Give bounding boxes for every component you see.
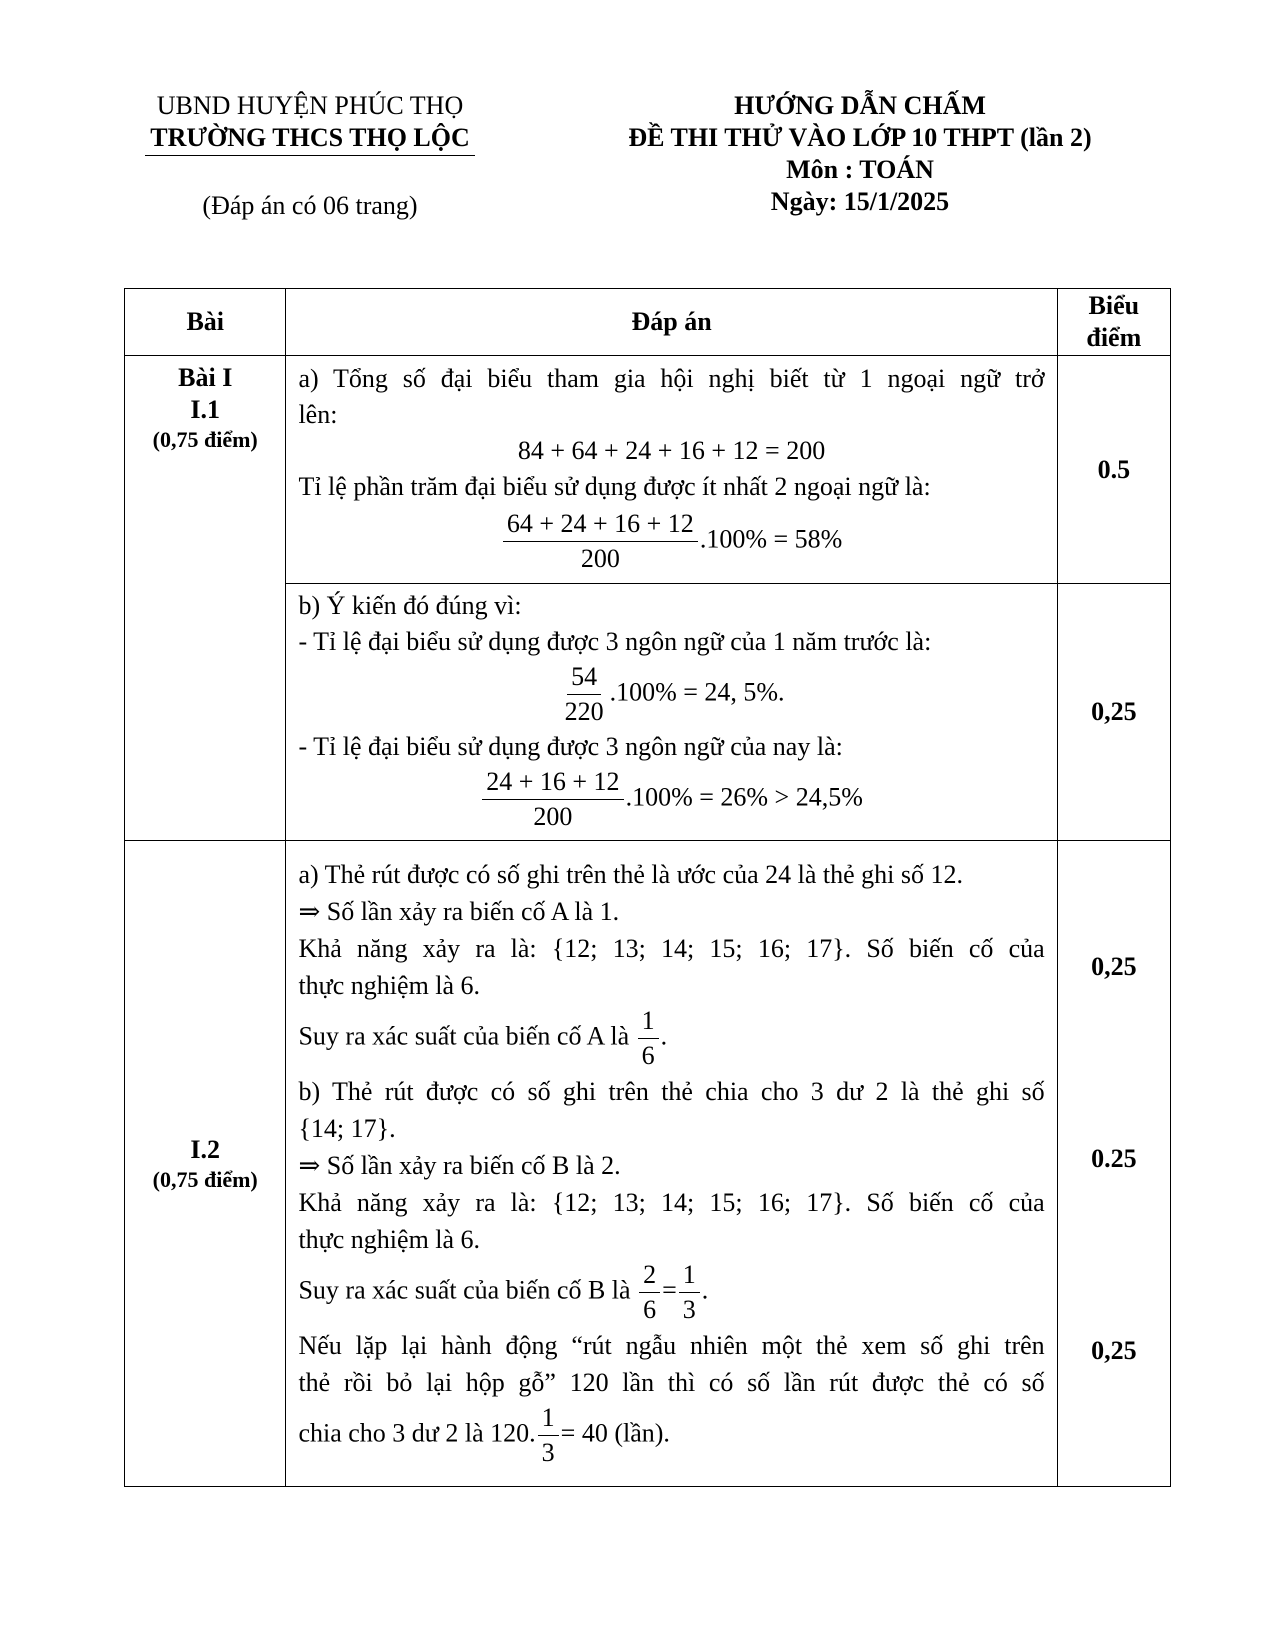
answer-i2 [286,841,1057,1487]
i1a-frac-rest: .100% = 58% [699,524,843,554]
i1b-fraction2 [482,765,623,834]
i2-c3-num: 1 [538,1401,559,1436]
i2-c3-pre: 120. [490,1417,536,1447]
i2-b6-num1: 2 [639,1258,660,1293]
i1b-frac1-num: 54 [567,660,601,695]
i2-b3: ⇒ Số lần xảy ra biến cố B là 2. [298,1150,621,1180]
i1a-fraction [503,507,698,576]
i2-b6: Suy ra xác suất của biến cố B là $\frac{2}{6}$ = $\frac{1}{3}$ . [298,1258,1044,1327]
i2-a5: Suy ra xác suất của biến cố A là $\frac{1}{6}$ . [298,1004,1044,1073]
doc-title: HƯỚNG DẪN CHẤM [734,91,986,120]
i1a-frac-num: 64 + 24 + 16 + 12 [503,507,698,542]
i1b-fraction1 [561,660,608,729]
col-header-bieu-diem-label: Biểu điểm [1086,291,1142,352]
score-i2-cell [1057,841,1170,1487]
i2-b5: thực nghiệm là 6. [298,1224,481,1254]
i2-c1: Nếu lặp lại hành động “rút ngẫu nhiên một thẻ xem số ghi trên [298,1330,1045,1360]
grading-table [124,288,1171,1487]
i1b-frac2-num: 24 + 16 + 12 [482,765,623,800]
answer-i1a [286,356,1057,584]
i2-b4: Khả năng xảy ra là: {12; 13; 14; 15; 16; 17}. Số biến cố của [298,1187,1045,1217]
i2-c3-fraction [538,1401,559,1470]
i1a-equation: 84 + 64 + 24 + 16 + 12 = 200 [517,436,826,465]
header-right [560,90,1160,218]
answer-i1b [286,584,1057,841]
i2-a3: Khả năng xảy ra là: {12; 13; 14; 15; 16; 17}. Số biến cố của [298,933,1045,963]
i2-b2: {14; 17}. [298,1113,396,1143]
i1b-formula2 [298,765,1044,834]
i2-a5-den: 6 [641,1040,655,1070]
bai-sub-i1-points: (0,75 điểm) [152,427,258,452]
i2-b1: b) Thẻ rút được có số ghi trên thẻ chia cho 3 dư 2 là thẻ ghi số [298,1076,1045,1106]
i1a-line3: Tỉ lệ phần trăm đại biểu sử dụng được ít nhất 2 ngoại ngữ là: [298,472,931,501]
bai-i2-cell [125,841,286,1487]
i2-b6-fraction2 [679,1258,700,1327]
i2-c3-den: 3 [541,1437,555,1467]
i1a-line1: a) Tổng số đại biểu tham gia hội nghị biết từ 1 ngoại ngữ trở [298,364,1045,393]
exam-title: ĐỀ THI THỬ VÀO LỚP 10 THPT (lần 2) [628,123,1092,152]
i2-c3 [298,1401,1044,1470]
subject: Môn : TOÁN [786,155,934,184]
i1b-frac2-den: 200 [533,802,573,831]
i1a-formula [298,507,1044,576]
i2-b6-num2: 1 [679,1258,700,1293]
bai-sub-i2-points: (0,75 điểm) [152,1166,258,1192]
table-row [125,841,1171,1487]
col-header-bai: Bài [125,289,286,356]
i1b-line2: - Tỉ lệ đại biểu sử dụng được 3 ngôn ngữ của 1 năm trước là: [298,627,932,656]
table-row [125,356,1171,584]
authority-name: UBND HUYỆN PHÚC THỌ [156,91,464,120]
score-i1a: 0.5 [1057,356,1170,584]
i1b-frac1-den: 220 [564,697,604,726]
i2-a4: thực nghiệm là 6. [298,970,481,1000]
i2-a5-text: Suy ra xác suất của biến cố A là [298,1020,630,1050]
i2-a5-num: 1 [638,1004,659,1039]
i2-b6-fraction1 [639,1258,660,1327]
i2-a1: a) Thẻ rút được có số ghi trên thẻ là ước của 24 là thẻ ghi số 12. [298,859,964,889]
header-left [120,90,500,156]
school-name: TRƯỜNG THCS THỌ LỘC [150,123,470,152]
pages-note: (Đáp án có 06 trang) [202,191,418,220]
i1b-line3: - Tỉ lệ đại biểu sử dụng được 3 ngôn ngữ của nay là: [298,732,843,761]
bai-i1-cell [125,356,286,841]
i1b-line1: b) Ý kiến đó đúng vì: [298,591,522,620]
i1b-formula1 [298,660,1044,729]
score-i2c: 0,25 [1091,1336,1137,1365]
col-header-dap-an: Đáp án [286,289,1057,356]
score-i2b: 0.25 [1091,1144,1137,1173]
school-underline [145,155,475,156]
i2-c3-end: (lần). [614,1417,670,1447]
table-header-row [125,289,1171,356]
i1a-line2: lên: [298,400,338,429]
bai-sub-i1: I.1 [190,395,221,424]
score-i2a: 0,25 [1091,952,1137,981]
i2-a5-fraction [638,1004,659,1073]
i2-b6-text: Suy ra xác suất của biến cố B là [298,1274,631,1304]
exam-date: Ngày: 15/1/2025 [770,187,950,216]
i1b-frac2-rest: .100% = 26% > 24,5% [625,782,863,812]
i2-a2: ⇒ Số lần xảy ra biến cố A là 1. [298,896,620,926]
i2-c3-post: = 40 [560,1417,608,1447]
i2-b6-den2: 3 [682,1294,696,1324]
i2-b6-den1: 6 [643,1294,657,1324]
bai-title: Bài I [178,363,233,392]
i1b-frac1-rest: .100% = 24, 5%. [609,677,785,707]
i1a-frac-den: 200 [580,544,620,573]
i2-c3-text: chia cho 3 dư 2 là [298,1417,484,1447]
i2-c2: thẻ rồi bỏ lại hộp gỗ” 120 lần thì có số lần rút được thẻ có số [298,1367,1045,1397]
col-header-bieu-diem [1057,289,1170,356]
score-i1b: 0,25 [1057,584,1170,841]
bai-sub-i2: I.2 [190,1134,221,1164]
